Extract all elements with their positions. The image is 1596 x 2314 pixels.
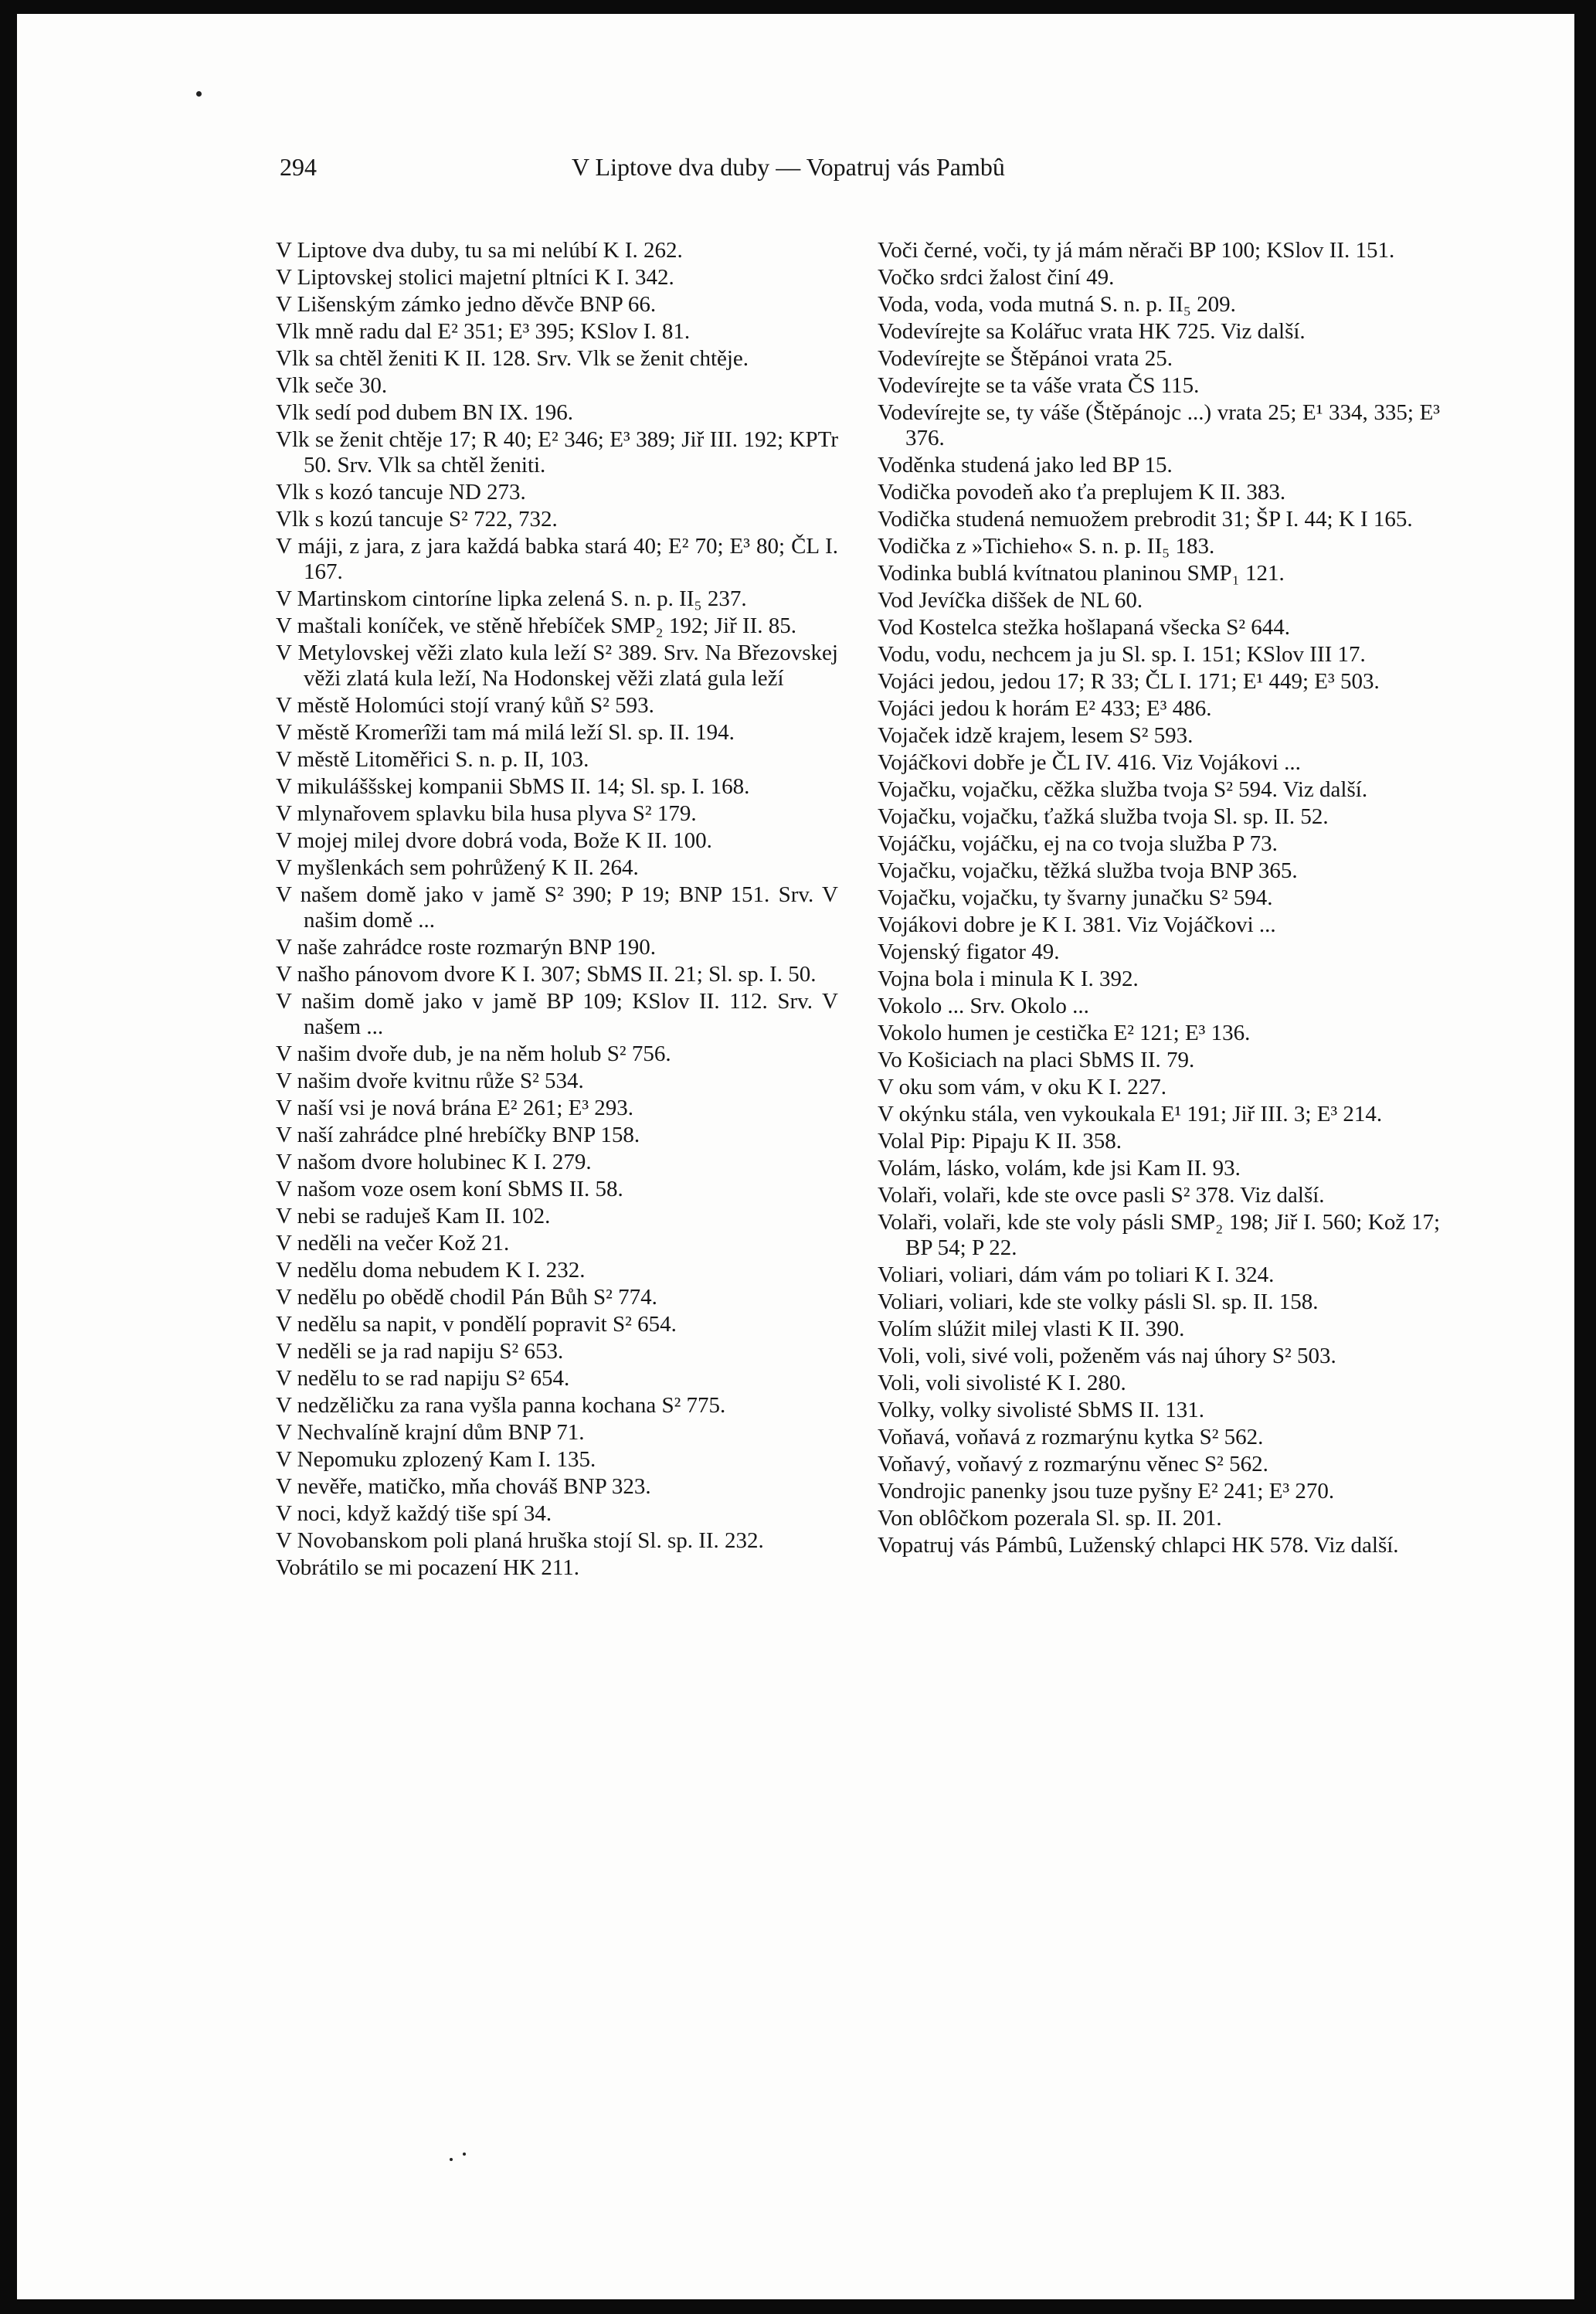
index-entry: V městě Litoměřici S. n. p. II, 103. [276, 747, 589, 772]
index-entry: V maštali koníček, ve stěně hřebíček SMP₂ 192; Jiř II. 85. [276, 613, 797, 638]
index-entry: V Liptovskej stolici majetní pltníci K I. 342. [276, 265, 674, 290]
index-entry: Vojákovi dobre je K I. 381. Viz Vojáčkovi ... [878, 912, 1276, 937]
index-entry: Voči černé, voči, ty já mám něrači BP 100; KSlov II. 151. [878, 238, 1395, 263]
index-entry: V Metylovskej věži zlato kula leží S² 389. Srv. Na Březovskej věži zlatá kula leží, Na Hodonskej věži zlatá gula leží [276, 641, 838, 691]
index-entry: Vlk mně radu dal E² 351; E³ 395; KSlov I. 81. [276, 319, 691, 344]
index-entry: Vojáčku, vojáčku, ej na co tvoja služba P 73. [878, 831, 1278, 856]
book-page [17, 14, 1574, 2299]
index-entry: V nevěře, matičko, mňa chováš BNP 323. [276, 1474, 651, 1499]
index-entry: V mlynařovem splavku bila husa plyva S² 179. [276, 801, 697, 826]
index-entry: V našim domě jako v jamě BP 109; KSlov II. 112. Srv. V našem ... [276, 989, 838, 1039]
index-entry: V máji, z jara, z jara každá babka stará 40; E² 70; E³ 80; ČL I. 167. [276, 534, 838, 584]
index-entry: V nedělu to se rad napiju S² 654. [276, 1366, 570, 1391]
index-entry: Vod Jevíčka diššek de NL 60. [878, 588, 1143, 613]
index-entry: Vojačku, vojačku, ťažká služba tvoja Sl. sp. II. 52. [878, 804, 1329, 829]
index-entry: V myšlenkách sem pohrůžený K II. 264. [276, 855, 639, 880]
index-entry: Voliari, voliari, kde ste volky pásli Sl. sp. II. 158. [878, 1290, 1319, 1314]
index-entry: Voňavá, voňavá z rozmarýnu kytka S² 562. [878, 1425, 1264, 1449]
index-entry: Vod Kostelca stežka hošlapaná všecka S² 644. [878, 615, 1291, 640]
index-entry: V našim dvoře dub, je na něm holub S² 756. [276, 1041, 671, 1066]
index-entry: Vlk se ženit chtěje 17; R 40; E² 346; E³ 389; Jiř III. 192; KPTr 50. Srv. Vlk sa chtěl ženiti. [276, 427, 838, 477]
index-entry: V Martinskom cintoríne lipka zelená S. n. p. II₅ 237. [276, 586, 747, 611]
index-entry: V našho pánovom dvore K I. 307; SbMS II. 21; Sl. sp. I. 50. [276, 962, 817, 987]
index-entry: Vodu, vodu, nechcem ja ju Sl. sp. I. 151; KSlov III 17. [878, 642, 1366, 667]
index-entry: Vodička studená nemuožem prebrodit 31; ŠP I. 44; K I 165. [878, 507, 1413, 532]
index-entry: V nedělu doma nebudem K I. 232. [276, 1258, 586, 1283]
index-entry: V mikuláššskej kompanii SbMS II. 14; Sl. sp. I. 168. [276, 774, 750, 799]
index-entry: Vojna bola i minula K I. 392. [878, 967, 1139, 991]
speck-mark [196, 91, 202, 97]
index-entry: Vojačku, vojačku, ty švarny junačku S² 594. [878, 885, 1273, 910]
index-entry: V naší vsi je nová brána E² 261; E³ 293. [276, 1096, 634, 1120]
index-entry: Vlk sa chtěl ženiti K II. 128. Srv. Vlk se ženit chtěje. [276, 346, 749, 371]
index-entry: V mojej milej dvore dobrá voda, Bože K II. 100. [276, 828, 712, 853]
index-entry: Volám, lásko, volám, kde jsi Kam II. 93. [878, 1156, 1241, 1181]
index-entry: V oku som vám, v oku K I. 227. [878, 1075, 1167, 1099]
index-entry: Vodička z »Tichieho« S. n. p. II₅ 183. [878, 534, 1215, 559]
right-column [878, 238, 1440, 1560]
index-entry: V neděli na večer Kož 21. [276, 1231, 510, 1256]
index-entry: Vojaček idzě krajem, lesem S² 593. [878, 723, 1194, 748]
index-entry: V naší zahrádce plné hrebíčky BNP 158. [276, 1123, 640, 1147]
index-entry: Vodevírejte sa Kolářuc vrata HK 725. Viz další. [878, 319, 1306, 344]
index-entry: Volaři, volaři, kde ste voly pásli SMP₂ 198; Jiř I. 560; Kož 17; BP 54; P 22. [878, 1210, 1440, 1260]
index-entry: Vodevírejte se ta váše vrata ČS 115. [878, 373, 1200, 398]
page-number: 294 [280, 153, 317, 181]
index-entry: Vojáčkovi dobře je ČL IV. 416. Viz Vojákovi ... [878, 750, 1301, 775]
page-header [280, 153, 1160, 184]
left-column [276, 238, 838, 1582]
index-entry: V Nepomuku zplozený Kam I. 135. [276, 1447, 596, 1472]
index-entry: V okýnku stála, ven vykoukala E¹ 191; Jiř III. 3; E³ 214. [878, 1102, 1383, 1126]
index-entry: Vodevírejte se Štěpánoi vrata 25. [878, 346, 1173, 371]
index-entry: Voli, voli sivolisté K I. 280. [878, 1371, 1126, 1395]
index-entry: Vlk seče 30. [276, 373, 388, 398]
index-entry: Vojáci jedou k horám E² 433; E³ 486. [878, 696, 1212, 721]
index-entry: V našom dvore holubinec K I. 279. [276, 1150, 592, 1174]
index-entry: Voli, voli, sivé voli, poženěm vás naj úhory S² 503. [878, 1344, 1336, 1368]
index-entry: V našom voze osem koní SbMS II. 58. [276, 1177, 623, 1201]
index-entry: Vodinka bublá kvítnatou planinou SMP₁ 121. [878, 561, 1285, 586]
index-entry: Vlk sedí pod dubem BN IX. 196. [276, 400, 574, 425]
index-entry: Voda, voda, voda mutná S. n. p. II₅ 209. [878, 292, 1236, 317]
index-entry: Volaři, volaři, kde ste ovce pasli S² 378. Viz další. [878, 1183, 1325, 1208]
index-entry: Vopatruj vás Pámbû, Luženský chlapci HK 578. Viz další. [878, 1533, 1399, 1558]
index-entry: Volky, volky sivolisté SbMS II. 131. [878, 1398, 1204, 1422]
index-entry: Voliari, voliari, dám vám po toliari K I. 324. [878, 1262, 1275, 1287]
index-entry: Vočko srdci žalost činí 49. [878, 265, 1115, 290]
index-entry: Vokolo ... Srv. Okolo ... [878, 994, 1089, 1018]
index-entry: V městě Holomúci stojí vraný kůň S² 593. [276, 693, 654, 718]
index-entry: Vokolo humen je cestička E² 121; E³ 136. [878, 1021, 1251, 1045]
index-entry: V noci, když každý tiše spí 34. [276, 1501, 552, 1526]
index-entry: V nedělu sa napit, v pondělí popravit S² 654. [276, 1312, 677, 1337]
index-entry: V neděli se ja rad napiju S² 653. [276, 1339, 564, 1364]
index-entry: Voděnka studená jako led BP 15. [878, 453, 1173, 477]
index-entry: V nedělu po obědě chodil Pán Bůh S² 774. [276, 1285, 657, 1310]
index-entry: V Lišenským zámko jedno děvče BNP 66. [276, 292, 657, 317]
index-entry: Volal Pip: Pipaju K II. 358. [878, 1129, 1122, 1154]
index-entry: Vlk s kozó tancuje ND 273. [276, 480, 526, 505]
index-entry: Vojenský figator 49. [878, 940, 1060, 964]
index-entry: V nedzěličku za rana vyšla panna kochana S² 775. [276, 1393, 726, 1418]
speck-mark [463, 2153, 466, 2156]
index-entry: Voňavý, voňavý z rozmarýnu věnec S² 562. [878, 1452, 1268, 1476]
index-entry: Vojačku, vojačku, cěžka služba tvoja S² 594. Viz další. [878, 777, 1368, 802]
index-entry: V nebi se raduješ Kam II. 102. [276, 1204, 551, 1228]
index-entry: Vondrojic panenky jsou tuze pyšny E² 241; E³ 270. [878, 1479, 1335, 1504]
index-entry: V Nechvalíně krajní dům BNP 71. [276, 1420, 585, 1445]
index-entry: Vodička povodeň ako ťa preplujem K II. 383. [878, 480, 1286, 505]
index-entry: Von oblôčkom pozerala Sl. sp. II. 201. [878, 1506, 1222, 1531]
index-entry: V Liptove dva duby, tu sa mi nelúbí K I. 262. [276, 238, 683, 263]
running-title: V Liptove dva duby — Vopatruj vás Pambû [572, 153, 1005, 181]
index-entry: V našim dvoře kvitnu růže S² 534. [276, 1069, 584, 1093]
index-entry: Vo Košiciach na placi SbMS II. 79. [878, 1048, 1195, 1072]
index-entry: Vojačku, vojačku, těžká služba tvoja BNP 365. [878, 858, 1298, 883]
index-entry: V naše zahrádce roste rozmarýn BNP 190. [276, 935, 657, 960]
index-entry: V Novobanskom poli planá hruška stojí Sl. sp. II. 232. [276, 1528, 764, 1553]
index-entry: Vojáci jedou, jedou 17; R 33; ČL I. 171; E¹ 449; E³ 503. [878, 669, 1380, 694]
index-entry: Volím slúžit milej vlasti K II. 390. [878, 1317, 1185, 1341]
index-entry: Vlk s kozú tancuje S² 722, 732. [276, 507, 558, 532]
speck-mark [450, 2158, 453, 2161]
index-entry: Vobrátilo se mi pocazení HK 211. [276, 1555, 580, 1580]
index-entry: Vodevírejte se, ty váše (Štěpánojc ...) vrata 25; E¹ 334, 335; E³ 376. [878, 400, 1440, 450]
index-entry: V našem domě jako v jamě S² 390; P 19; BNP 151. Srv. V našim domě ... [276, 882, 838, 933]
index-entry: V městě Kromerîži tam má milá leží Sl. sp. II. 194. [276, 720, 735, 745]
